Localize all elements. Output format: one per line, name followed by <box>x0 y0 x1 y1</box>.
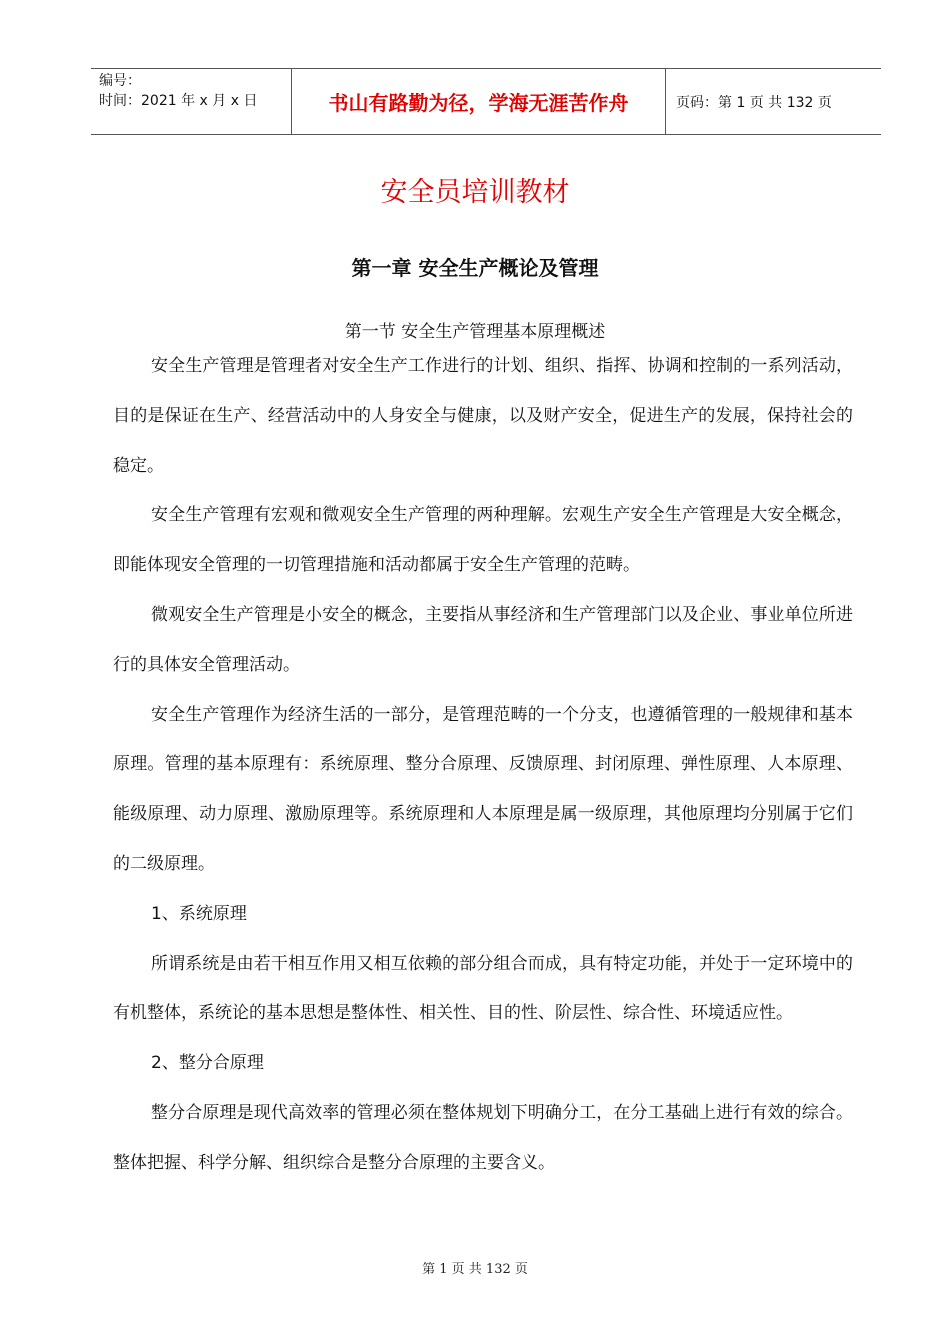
paragraph: 整分合原理是现代高效率的管理必须在整体规划下明确分工，在分工基础上进行有效的综合。整体把握、科学分解、组织综合是整分合原理的主要含义。 <box>113 1102 853 1173</box>
section-heading: 第一节 安全生产管理基本原理概述 <box>344 322 606 342</box>
page-footer: 第 1 页 共 132 页 <box>422 1262 528 1277</box>
chapter-heading: 第一章 安全生产概论及管理 <box>351 256 599 280</box>
paragraph: 微观安全生产管理是小安全的概念，主要指从事经济和生产管理部门以及企业、事业单位所进行的具体安全管理活动。 <box>113 604 853 675</box>
paragraph: 所谓系统是由若干相互作用又相互依赖的部分组合而成，具有特定功能，并处于一定环境中的有机整体，系统论的基本思想是整体性、相关性、目的性、阶层性、综合性、环境适应性。 <box>113 953 853 1024</box>
document-header <box>91 68 881 135</box>
header-meta-cell <box>91 69 292 134</box>
document-title: 安全员培训教材 <box>380 177 570 208</box>
header-page-cell <box>666 69 881 134</box>
subheading-integration-principle: 2、整分合原理 <box>151 1053 264 1074</box>
paragraph: 安全生产管理有宏观和微观安全生产管理的两种理解。宏观生产安全生产管理是大安全概念，即能体现安全管理的一切管理措施和活动都属于安全生产管理的范畴。 <box>113 505 853 576</box>
paragraph: 安全生产管理是管理者对安全生产工作进行的计划、组织、指挥、协调和控制的一系列活动，目的是保证在生产、经营活动中的人身安全与健康，以及财产安全，促进生产的发展，保持社会的稳定。 <box>113 356 853 476</box>
body-text <box>113 342 853 1189</box>
page-info: 页码：第 1 页 共 132 页 <box>676 94 832 111</box>
subheading-system-principle: 1、系统原理 <box>151 903 247 924</box>
motto-text: 书山有路勤为径，学海无涯苦作舟 <box>328 91 629 115</box>
time-label: 时间：2021 年 x 月 x 日 <box>99 93 258 109</box>
header-motto-cell <box>292 69 666 134</box>
number-label: 编号： <box>99 73 141 89</box>
paragraph: 安全生产管理作为经济生活的一部分，是管理范畴的一个分支，也遵循管理的一般规律和基本原理。管理的基本原理有：系统原理、整分合原理、反馈原理、封闭原理、弹性原理、人本原理、能级原理、动力原理、激励原理等。系统原理和人本原理是属一级原理，其他原理均分别属于它们的二级原理。 <box>113 704 853 874</box>
